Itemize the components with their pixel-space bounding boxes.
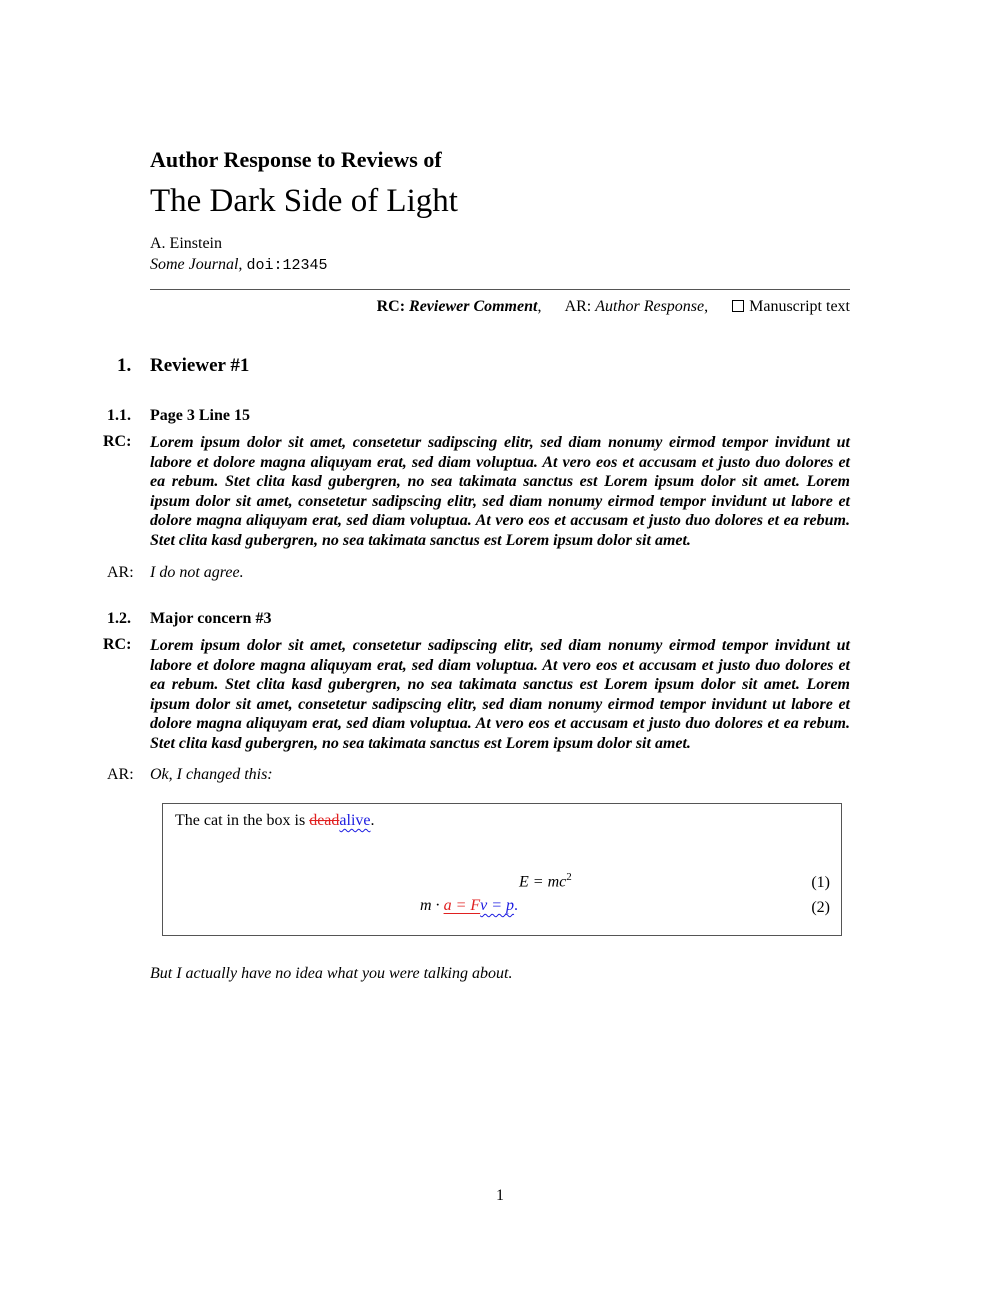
manuscript-excerpt-box xyxy=(162,803,842,936)
reviewer-comment: Lorem ipsum dolor sit amet, consetetur sadipscing elitr, sed diam nonumy eirmod tempor invidunt ut labore et dolore magna aliquyam erat, sed diam voluptua. At vero eos et accusam et justo duo dolores et ea rebum. Stet clita kasd gubergren, no sea takimata sanctus est Lorem ipsum dolor sit amet. Lorem ipsum dolor sit amet, consetetur sadipscing elitr, sed diam nonumy eirmod tempor invidunt ut labore et dolore magna aliquyam erat, sed diam voluptua. At vero eos et accusam et justo duo dolores et ea rebum. Stet clita kasd gubergren, no sea takimata sanctus est Lorem ipsum dolor sit amet. xyxy=(150,434,850,549)
equation-2-suffix: . xyxy=(514,897,519,914)
subsection-title: Major concern #3 xyxy=(150,610,272,627)
deleted-word: dead xyxy=(309,812,340,829)
legend-ar-key: AR: xyxy=(564,298,592,315)
equation-1 xyxy=(519,871,572,891)
equation-2-inserted: v = p xyxy=(480,897,515,914)
doi: doi:12345 xyxy=(246,257,328,274)
subsection-number: 1.2. xyxy=(107,610,131,627)
ar-label: AR: xyxy=(107,766,134,783)
legend-manuscript-label: Manuscript text xyxy=(749,298,850,315)
document-title: The Dark Side of Light xyxy=(150,183,458,219)
equation-1-body: E = mc xyxy=(519,873,567,891)
closing-remark: But I actually have no idea what you were talking about. xyxy=(150,965,513,982)
reviewer-comment: Lorem ipsum dolor sit amet, consetetur sadipscing elitr, sed diam nonumy eirmod tempor invidunt ut labore et dolore magna aliquyam erat, sed diam voluptua. At vero eos et accusam et justo duo dolores et ea rebum. Stet clita kasd gubergren, no sea takimata sanctus est Lorem ipsum dolor sit amet. Lorem ipsum dolor sit amet, consetetur sadipscing elitr, sed diam nonumy eirmod tempor invidunt ut labore et dolore magna aliquyam erat, sed diam voluptua. At vero eos et accusam et justo duo dolores et ea rebum. Stet clita kasd gubergren, no sea takimata sanctus est Lorem ipsum dolor sit amet. xyxy=(150,637,850,752)
legend-rc-key: RC: xyxy=(376,298,406,315)
author-response: Ok, I changed this: xyxy=(150,766,273,783)
section-title: Reviewer #1 xyxy=(150,355,250,376)
manuscript-box-icon xyxy=(732,300,744,312)
author-response: I do not agree. xyxy=(150,564,244,581)
equation-2 xyxy=(420,897,518,915)
equation-2-deleted: a = F xyxy=(443,897,481,914)
ar-label: AR: xyxy=(107,564,134,581)
legend-rc-value: Reviewer Comment xyxy=(409,298,538,315)
journal-name: Some Journal, xyxy=(150,256,243,273)
page-number: 1 xyxy=(496,1187,504,1204)
inserted-word: alive xyxy=(339,812,371,829)
manuscript-sentence xyxy=(175,812,374,830)
author-name: A. Einstein xyxy=(150,235,222,252)
legend-ar-value: Author Response xyxy=(595,298,705,315)
equation-1-exponent: 2 xyxy=(566,871,572,883)
equation-number-2: (2) xyxy=(811,899,830,916)
journal-line xyxy=(150,256,327,274)
subsection-number: 1.1. xyxy=(107,407,131,424)
legend: RC: Reviewer Comment, AR: Author Response, Manuscript text xyxy=(376,298,850,315)
rc-label: RC: xyxy=(103,636,132,653)
sentence-prefix: The cat in the box is xyxy=(175,812,310,829)
equation-number-1: (1) xyxy=(811,874,830,891)
rc-label: RC: xyxy=(103,433,132,450)
subsection-title: Page 3 Line 15 xyxy=(150,407,250,424)
sentence-suffix: . xyxy=(370,812,375,829)
document-subtitle: Author Response to Reviews of xyxy=(150,147,442,172)
header-divider xyxy=(150,289,850,290)
equation-2-prefix: m · xyxy=(420,897,444,914)
section-number: 1. xyxy=(117,355,132,376)
